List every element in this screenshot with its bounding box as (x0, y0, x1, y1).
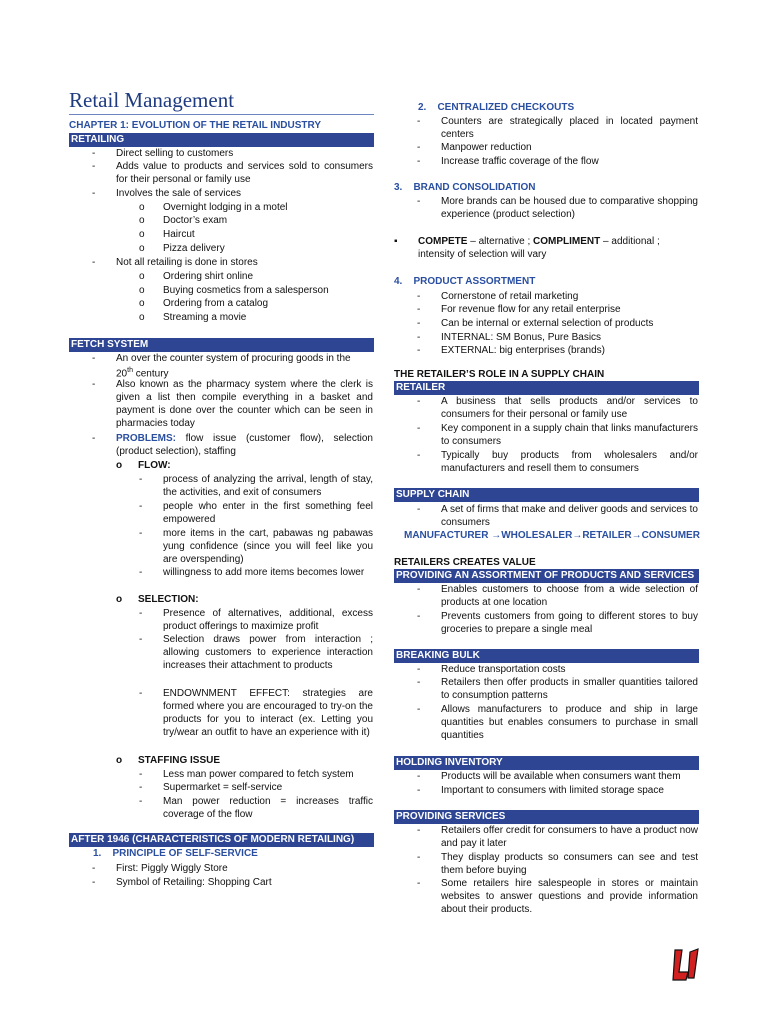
staffing-heading: o STAFFING ISSUE (116, 755, 221, 766)
supply-chain-bar: SUPPLY CHAIN (394, 488, 699, 502)
list-item: - EXTERNAL: big enterprises (brands) (441, 344, 605, 357)
fetch-system-bar: FETCH SYSTEM (69, 338, 374, 352)
after-1946-bar: AFTER 1946 (CHARACTERISTICS OF MODERN RETAILING) (69, 833, 374, 847)
compete-line: ▪ COMPETE – alternative ; COMPLIMENT – additional ; (418, 235, 698, 248)
assortment-bar: PROVIDING AN ASSORTMENT OF PRODUCTS AND SERVICES (394, 569, 699, 583)
list-item: - Also known as the pharmacy system where the clerk is given a list then compile everything in a basket and payment is done over the counter which can be seen in pharmacies today (116, 378, 373, 430)
list-item: - Adds value to products and services sold to consumers for their personal or family use (116, 160, 373, 186)
list-item: o Streaming a movie (163, 311, 246, 324)
list-item: - Retailers then offer products in smaller quantities tailored to consumption patterns (441, 676, 698, 702)
list-item: - Retailers offer credit for consumers to have a product now and pay it later (441, 824, 698, 850)
breaking-bulk-bar: BREAKING BULK (394, 649, 699, 663)
list-item: - More brands can be housed due to comparative shopping experience (product selection) (441, 195, 698, 221)
list-item: - Allows manufacturers to produce and ship in large quantities but enables consumers to purchase in small quantities (441, 703, 698, 742)
holding-inventory-bar: HOLDING INVENTORY (394, 756, 699, 770)
creates-value-heading: RETAILERS CREATES VALUE (394, 557, 536, 568)
list-item: - Presence of alternatives, additional, excess product offerings to maximize profit (163, 607, 373, 633)
list-item: - They display products so consumers can see and test them before buying (441, 851, 698, 877)
centralized-checkouts-heading: 2. CENTRALIZED CHECKOUTS (418, 102, 575, 113)
list-item: - Important to consumers with limited storage space (441, 784, 664, 797)
list-item: o Doctor’s exam (163, 214, 227, 227)
title-rule (69, 114, 374, 115)
list-item: - Typically buy products from wholesalers and/or manufacturers and resell them to consumers (441, 449, 698, 475)
supply-chain-flow: MANUFACTURER →WHOLESALER→RETAILER→CONSUMER (404, 530, 700, 541)
list-item: o Haircut (163, 228, 195, 241)
compete-line-cont: intensity of selection will vary (418, 249, 547, 260)
list-item: - Man power reduction = increases traffic coverage of the flow (163, 795, 373, 821)
list-item: - Symbol of Retailing: Shopping Cart (116, 876, 272, 889)
product-assortment-heading: 4. PRODUCT ASSORTMENT (394, 276, 536, 287)
page-title: Retail Management (69, 88, 235, 112)
list-item: - Not all retailing is done in stores (116, 256, 258, 269)
providing-services-bar: PROVIDING SERVICES (394, 810, 699, 824)
brand-consolidation-heading: 3. BRAND CONSOLIDATION (394, 182, 536, 193)
list-item: o Buying cosmetics from a salesperson (163, 284, 329, 297)
list-item: - Supermarket = self-service (163, 781, 282, 794)
list-item: - Less man power compared to fetch system (163, 768, 354, 781)
list-item: - Manpower reduction (441, 141, 532, 154)
chapter-heading: CHAPTER 1: EVOLUTION OF THE RETAIL INDUSTRY (69, 120, 322, 131)
list-item: - INTERNAL: SM Bonus, Pure Basics (441, 331, 601, 344)
list-item: - Enables customers to choose from a wide selection of products at one location (441, 583, 698, 609)
list-item: - Involves the sale of services (116, 187, 241, 200)
list-item: - Selection draws power from interaction ; allowing customers to experience interaction increases their attachment to products (163, 633, 373, 672)
list-item: - people who enter in the first something feel empowered (163, 500, 373, 526)
list-item: - PROBLEMS: flow issue (customer flow), selection (product selection), staffing (116, 432, 373, 458)
list-item-cont: 20th century (116, 367, 169, 380)
l1-logo-icon (672, 948, 700, 982)
list-item: - An over the counter system of procuring goods in the (116, 352, 351, 365)
list-item: - Increase traffic coverage of the flow (441, 155, 599, 168)
principle-self-service-heading: 1. PRINCIPLE OF SELF-SERVICE (93, 848, 258, 859)
list-item: - Can be internal or external selection of products (441, 317, 653, 330)
list-item: - process of analyzing the arrival, length of stay, the activities, and exit of consumers (163, 473, 373, 499)
retailer-bar: RETAILER (394, 381, 699, 395)
list-item: - First: Piggly Wiggly Store (116, 862, 228, 875)
list-item: - Key component in a supply chain that links manufacturers to consumers (441, 422, 698, 448)
list-item: o Pizza delivery (163, 242, 225, 255)
list-item: o Overnight lodging in a motel (163, 201, 288, 214)
flow-heading: o FLOW: (116, 460, 171, 471)
list-item: - Prevents customers from going to different stores to buy groceries to prepare a single meal (441, 610, 698, 636)
list-item: - Direct selling to customers (116, 147, 233, 160)
list-item: - Some retailers hire salespeople in stores or maintain websites to answer questions and provide information about their products. (441, 877, 698, 916)
list-item: - For revenue flow for any retail enterprise (441, 303, 621, 316)
list-item: o Ordering from a catalog (163, 297, 268, 310)
list-item: - Cornerstone of retail marketing (441, 290, 578, 303)
selection-heading: o SELECTION: (116, 594, 199, 605)
list-item: - willingness to add more items becomes lower (163, 566, 373, 579)
list-item: - A business that sells products and/or services to consumers for their personal or family use (441, 395, 698, 421)
list-item: - Products will be available when consumers want them (441, 770, 681, 783)
retailing-bar: RETAILING (69, 133, 374, 147)
supply-chain-role-heading: THE RETAILER’S ROLE IN A SUPPLY CHAIN (394, 369, 605, 380)
list-item: - ENDOWNMENT EFFECT: strategies are formed where you are encouraged to try-on the products for you to interact (ex. Letting you try/wear an outfit to have an experience with it) (163, 687, 373, 739)
list-item: o Ordering shirt online (163, 270, 253, 283)
list-item: - Counters are strategically placed in located payment centers (441, 115, 698, 141)
list-item: - more items in the cart, pabawas ng pabawas yung confidence (since you will feel like you are overspending) (163, 527, 373, 566)
list-item: - A set of firms that make and deliver goods and services to consumers (441, 503, 698, 529)
list-item: - Reduce transportation costs (441, 663, 566, 676)
